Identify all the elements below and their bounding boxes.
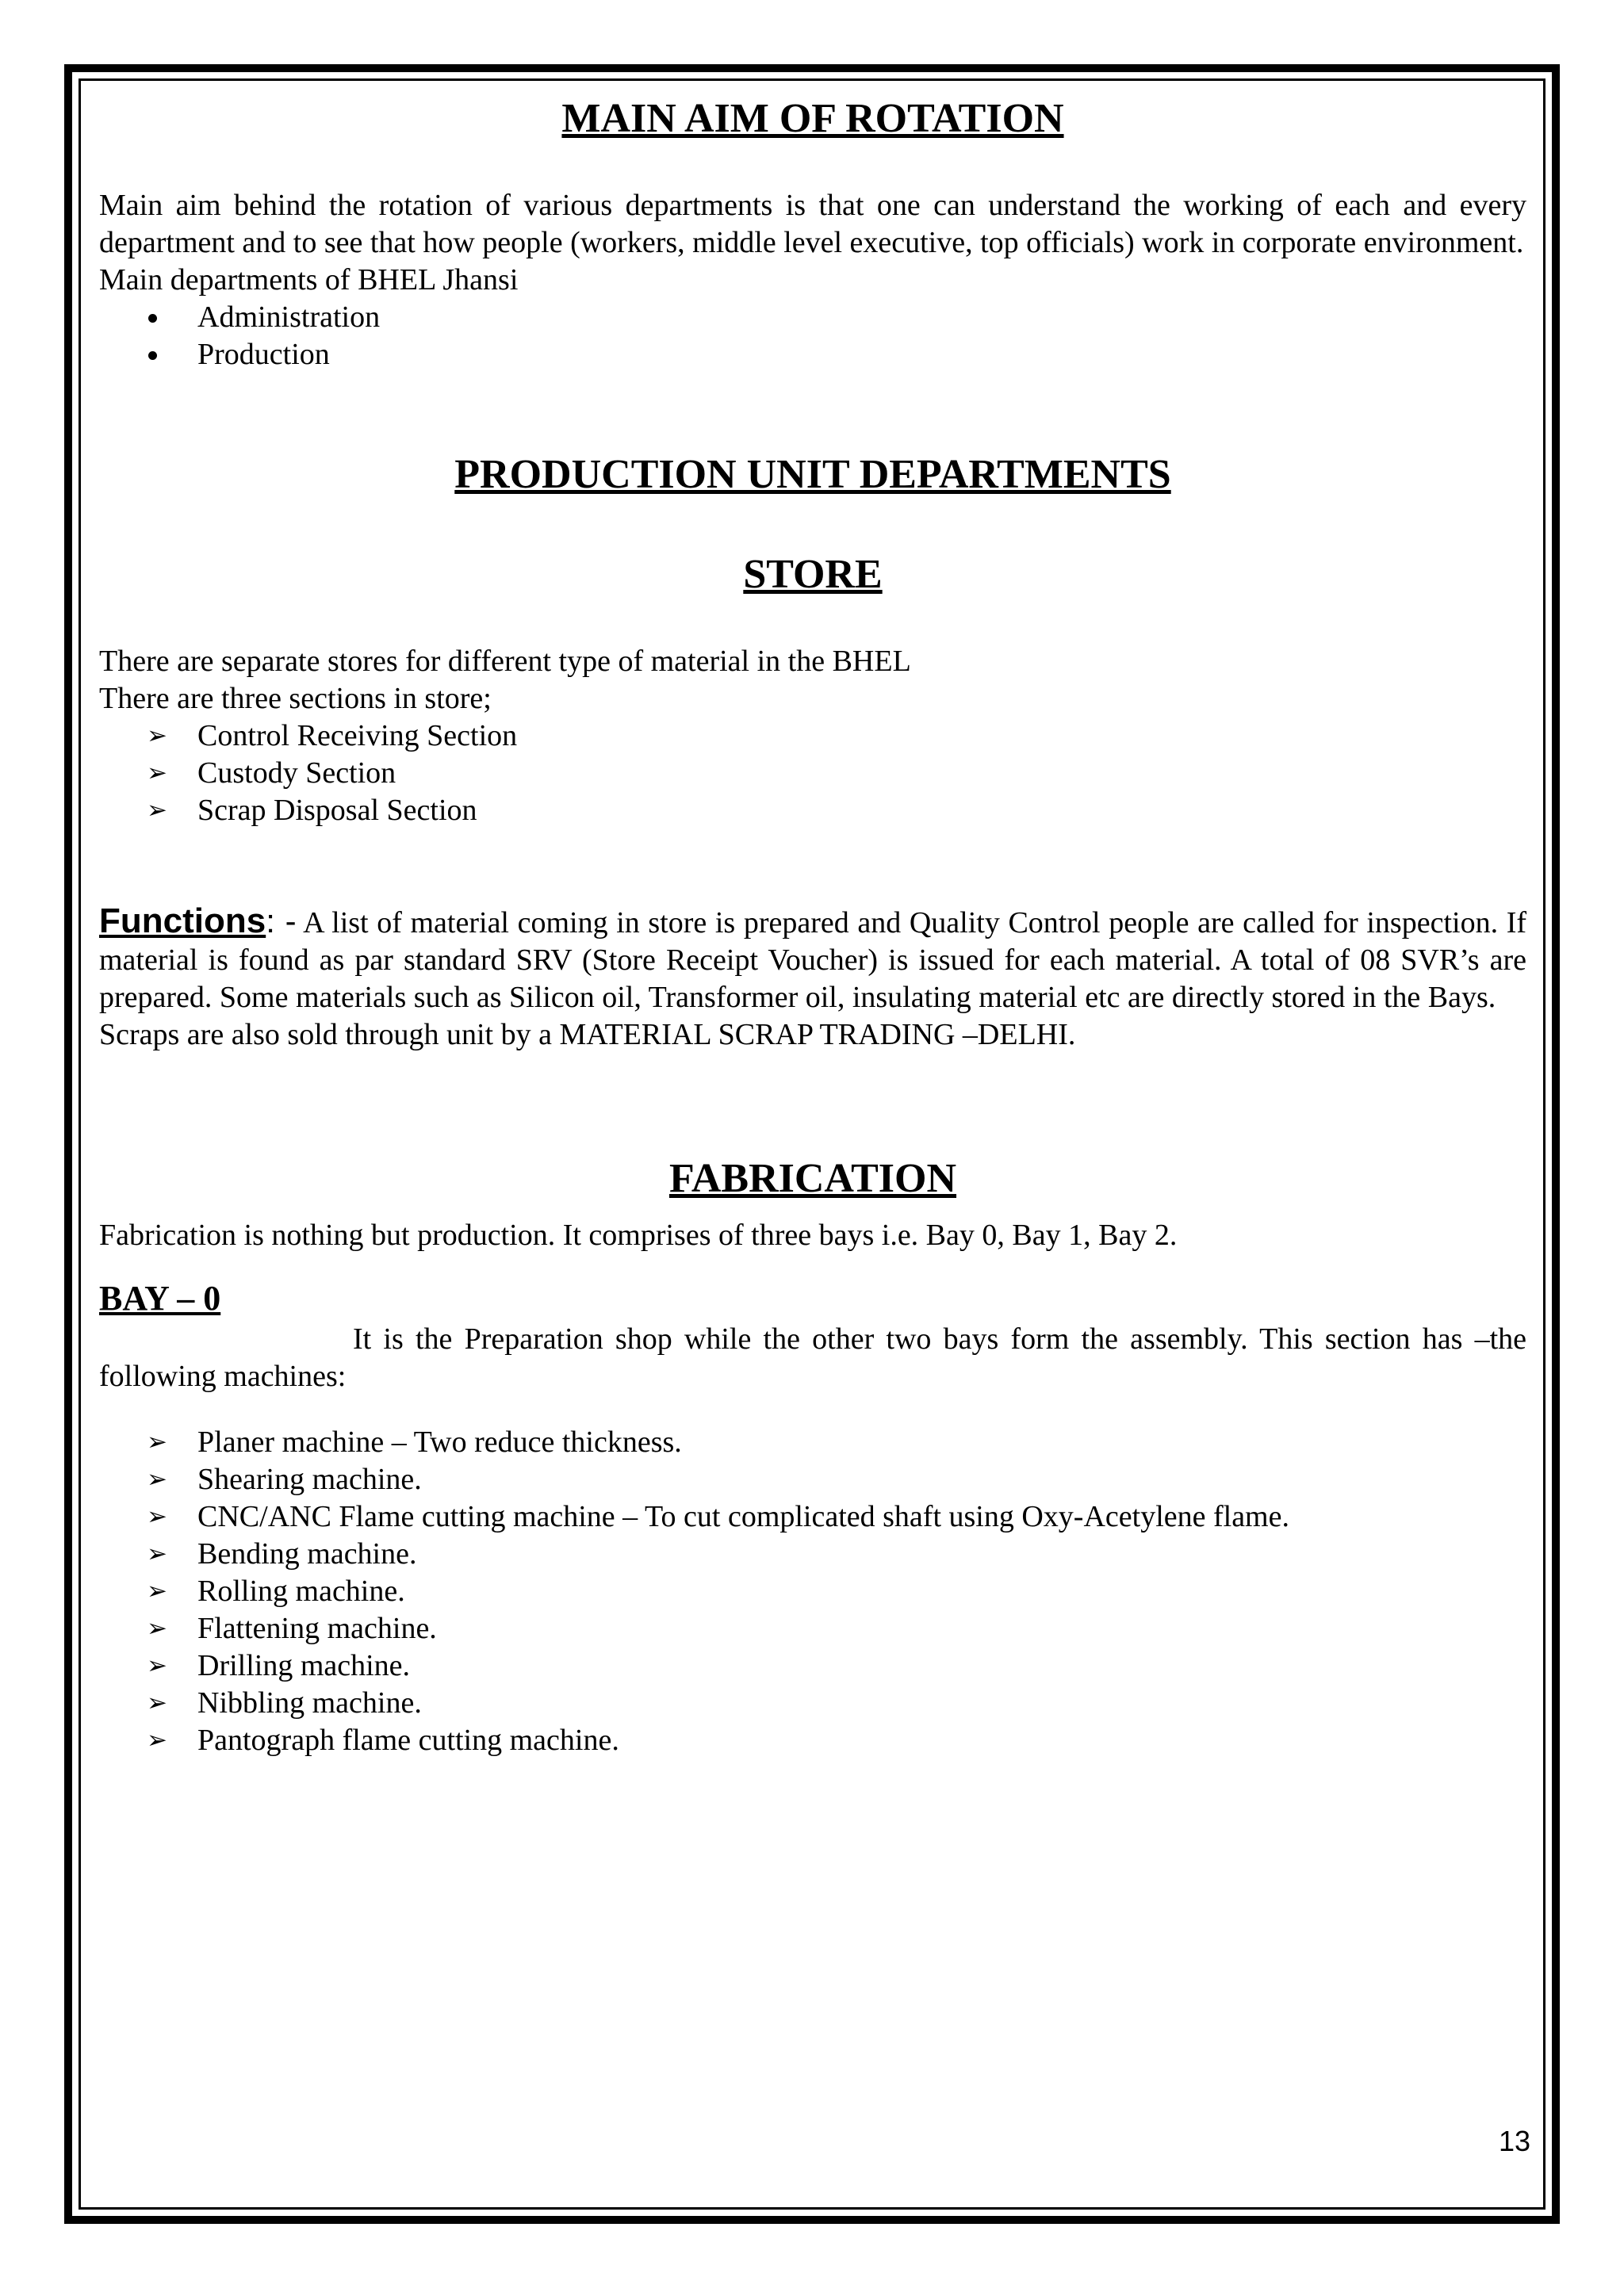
store-heading: STORE <box>743 552 883 597</box>
list-item-label: Administration <box>197 300 381 334</box>
arrow-bullet-icon: ➢ <box>147 1577 167 1605</box>
production-unit-heading: PRODUCTION UNIT DEPARTMENTS <box>454 452 1171 497</box>
fabrication-heading: FABRICATION <box>668 1156 957 1201</box>
list-item-label: Bending machine. <box>197 1537 417 1571</box>
list-item-label: Planer machine – Two reduce thickness. <box>197 1425 682 1459</box>
functions-separator: : - <box>266 902 297 939</box>
bullet-dot-icon <box>148 314 157 323</box>
list-item <box>99 1498 1526 1536</box>
fabrication-text: Fabrication is nothing but production. It comprises of three bays i.e. Bay 0, Bay 1, Bay 2. <box>99 1219 1178 1252</box>
list-item-label: Custody Section <box>197 756 396 790</box>
page-content <box>99 95 1526 1759</box>
functions-text: A list of material coming in store is prepared and Quality Control people are called for inspection. If material is found as par standard SRV (Store Receipt Voucher) is issued for each material. A total of 08 SVR’s are prepared. Some materials such as Silicon oil, Transformer oil, insulating material etc are directly stored in the Bays. <box>99 906 1527 1014</box>
arrow-bullet-icon: ➢ <box>147 1726 167 1755</box>
arrow-bullet-icon: ➢ <box>147 1540 167 1568</box>
list-item <box>99 299 1526 336</box>
list-item <box>99 1424 1526 1461</box>
departments-list <box>99 299 1526 373</box>
bullet-dot-icon <box>148 351 157 360</box>
arrow-bullet-icon: ➢ <box>147 1465 167 1494</box>
list-item <box>99 1573 1526 1610</box>
arrow-bullet-icon: ➢ <box>147 796 167 825</box>
arrow-bullet-icon: ➢ <box>147 721 167 750</box>
arrow-bullet-icon: ➢ <box>147 759 167 787</box>
arrow-bullet-icon: ➢ <box>147 1502 167 1531</box>
list-item-label: Rolling machine. <box>197 1575 405 1608</box>
list-item <box>99 1647 1526 1685</box>
list-item-label: Drilling machine. <box>197 1649 411 1682</box>
list-item <box>99 336 1526 373</box>
arrow-bullet-icon: ➢ <box>147 1614 167 1643</box>
list-item-label: Nibbling machine. <box>197 1686 422 1720</box>
bay-0-paragraph: It is the Preparation shop while the other two bays form the assembly. This section has –the following machines: <box>99 1322 1526 1393</box>
machines-list <box>99 1424 1526 1759</box>
list-item <box>99 1610 1526 1647</box>
list-item-label: CNC/ANC Flame cutting machine – To cut complicated shaft using Oxy-Acetylene flame. <box>197 1500 1289 1533</box>
list-item <box>99 1536 1526 1573</box>
scraps-line: Scraps are also sold through unit by a MATERIAL SCRAP TRADING –DELHI. <box>99 1018 1076 1051</box>
arrow-bullet-icon: ➢ <box>147 1651 167 1680</box>
arrow-bullet-icon: ➢ <box>147 1689 167 1717</box>
list-item-label: Control Receiving Section <box>197 719 518 752</box>
store-line-2: There are three sections in store; <box>99 682 492 715</box>
list-item-label: Production <box>197 338 330 371</box>
store-line-1: There are separate stores for different type of material in the BHEL <box>99 645 911 678</box>
list-item <box>99 1685 1526 1722</box>
store-sections-list <box>99 718 1526 829</box>
list-item <box>99 1461 1526 1498</box>
departments-intro: Main departments of BHEL Jhansi <box>99 263 519 297</box>
list-item-label: Scrap Disposal Section <box>197 794 477 827</box>
list-item <box>99 755 1526 792</box>
functions-paragraph <box>99 902 1526 1016</box>
list-item-label: Flattening machine. <box>197 1612 437 1645</box>
functions-label: Functions <box>99 901 266 940</box>
main-aim-heading: MAIN AIM OF ROTATION <box>561 96 1064 141</box>
list-item-label: Shearing machine. <box>197 1463 422 1496</box>
arrow-bullet-icon: ➢ <box>147 1428 167 1456</box>
bay-0-heading: BAY – 0 <box>99 1279 221 1318</box>
page-number: 13 <box>1498 2125 1530 2157</box>
list-item <box>99 1722 1526 1759</box>
main-aim-paragraph: Main aim behind the rotation of various departments is that one can understand the working of each and every department and to see that how people (workers, middle level executive, top officials) work in corporate environment. <box>99 189 1526 259</box>
list-item <box>99 718 1526 755</box>
list-item-label: Pantograph flame cutting machine. <box>197 1724 619 1757</box>
list-item <box>99 792 1526 829</box>
